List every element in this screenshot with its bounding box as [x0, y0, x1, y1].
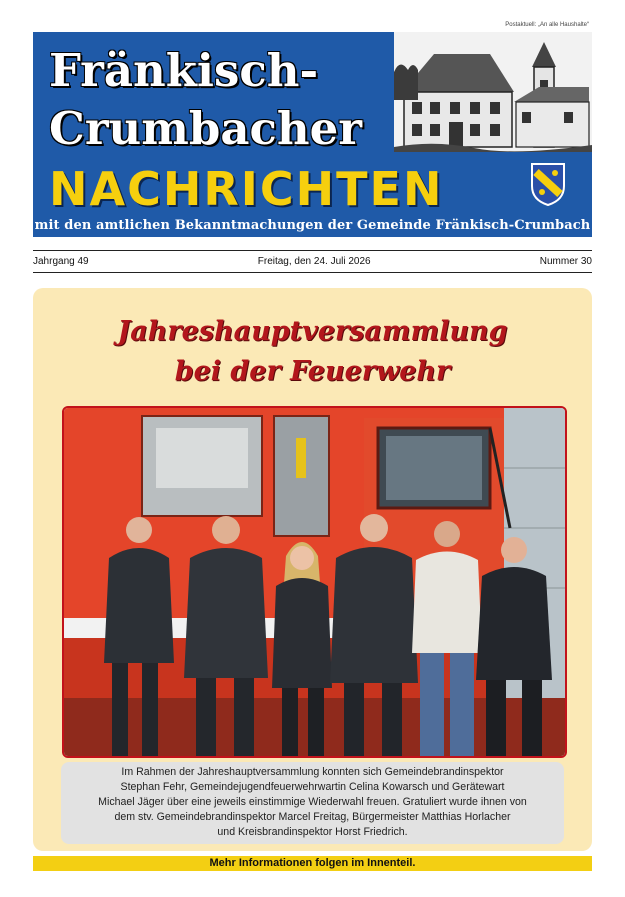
coat-of-arms-icon — [530, 162, 566, 206]
town-hall-sketch — [394, 32, 592, 152]
masthead-nachrichten: NACHRICHTEN — [49, 162, 444, 216]
caption-line-1: Im Rahmen der Jahreshauptversammlung konnten sich Gemeindebrandinspektor — [121, 766, 504, 778]
masthead-title-line-1: Fränkisch- — [49, 44, 319, 97]
masthead-subtitle: mit den amtlichen Bekanntmachungen der Gemeinde Fränkisch-Crumbach — [34, 218, 591, 233]
article-headline-line-2: bei der Feuerwehr — [174, 356, 451, 387]
caption-line-2: Stephan Fehr, Gemeindejugendfeuerwehrwartin Celina Kowarsch und Gerätewart — [120, 781, 505, 793]
caption-line-5: und Kreisbrandinspektor Horst Friedrich. — [217, 826, 408, 838]
footer-banner: Mehr Informationen folgen im Innenteil. — [33, 856, 592, 871]
postmark-note: Postaktuell: „An alle Haushalte“ — [505, 22, 589, 28]
article-photo — [62, 406, 567, 758]
issue-number: Nummer 30 — [539, 256, 592, 267]
masthead-title-line-2: Crumbacher — [49, 102, 362, 155]
caption-line-4: dem stv. Gemeindebrandinspektor Marcel Freitag, Bürgermeister Matthias Horlacher — [114, 811, 511, 823]
issue-volume: Jahrgang 49 — [33, 256, 89, 267]
lead-article-card — [33, 288, 592, 851]
issue-date: Freitag, den 24. Juli 2026 — [257, 256, 371, 267]
masthead — [33, 32, 592, 237]
article-headline-line-1: Jahreshauptversammlung — [117, 316, 508, 347]
article-caption — [61, 762, 564, 844]
issue-info-bar — [33, 250, 592, 273]
caption-line-3: Michael Jäger über eine jeweils einstimmige Wiederwahl freuen. Gratuliert wurde ihnen von — [98, 796, 527, 808]
